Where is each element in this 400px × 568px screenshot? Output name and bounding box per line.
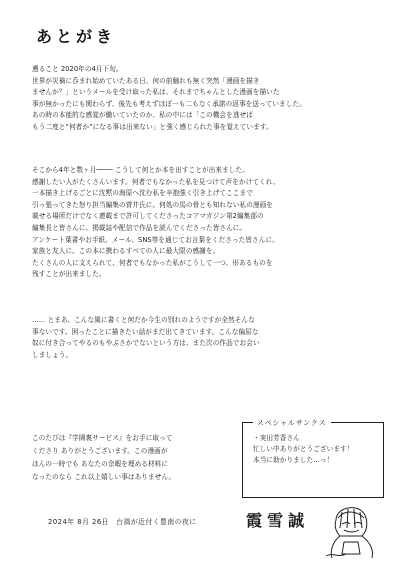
text-line: ほんの一時でも あなたの余暇を埋める材料に bbox=[32, 460, 169, 468]
author-signature: 霞雪誠 bbox=[246, 511, 310, 530]
text-line: くださり ありがとうございます。この漫画が bbox=[32, 447, 168, 455]
text-line: しましょう。 bbox=[32, 350, 73, 359]
text-line: 奴に付き合ってやるのもやぶさかでないという方は、また次の作品でお会い bbox=[32, 339, 260, 348]
text-line: 忙しい中ありがとうございます！ bbox=[253, 445, 354, 453]
text-line: 引っ張ってきた怒り担当編集の菅井氏に。何処の馬の骨とも知れない私の漫画を bbox=[32, 200, 273, 209]
author-doodle-icon bbox=[322, 498, 380, 560]
paragraph-closing bbox=[32, 315, 372, 361]
text-line: あの時の本能的な感覚が働いていたのか、私の中には「この機会を逃せば bbox=[32, 111, 253, 120]
page-title: あとがき bbox=[36, 27, 117, 46]
paragraph-intro bbox=[32, 64, 372, 134]
special-thanks-body bbox=[253, 433, 379, 466]
text-line: もう二度と“何者か”になる事は出来ない」と強く感じられた事を覚えています。 bbox=[32, 122, 273, 131]
text-line: 載せる場所だけでなく連載まで許可してくださったコアマガジン第2編集部の bbox=[32, 212, 264, 221]
text-line: 事が無かったにも関わらず、後先も考えずほぼ一も二もなく承諾の返事を送っていました。 bbox=[32, 99, 306, 108]
text-line: 感謝したい人がたくさんいます。何者でもなかった私を見つけて声をかけてくれ、 bbox=[32, 177, 280, 186]
text-line: 編集長と皆さんに。掲載誌や配信で作品を読んでくださった皆さんに。 bbox=[32, 223, 247, 232]
reader-thanks bbox=[32, 432, 232, 484]
text-line: ませんか？」というメールを受け取った私は、それまでちゃんとした漫画を描いた bbox=[32, 88, 280, 97]
text-line: 家族と友人に。この本に携わるすべての人に最大限の感謝を。 bbox=[32, 247, 220, 256]
text-line: 遡ること 2020年の4月下旬。 bbox=[32, 65, 123, 73]
text-line: 世界が災禍に呑まれ始めていたある日、何の前触れも無く突然「漫画を描き bbox=[32, 76, 260, 85]
special-thanks-name: ・実田芳香さん bbox=[253, 434, 300, 442]
text-line: …… とまあ、こんな風に書くと何だか今生の別れのようですが全然そんな bbox=[32, 316, 255, 324]
text-line: 残すことが出来ました。 bbox=[32, 270, 106, 279]
text-line: 一本描き上げるごとに沈黙の海原へ沈む私を辛抱強く引き上げてここまで bbox=[32, 189, 253, 198]
paragraph-gratitude bbox=[32, 165, 372, 281]
text-line: たくさんの人に支えられて、何者でもなかった私がこうして一つ、形あるものを bbox=[32, 258, 273, 267]
text-line: このたびは『学園裏サービス』をお手に取って bbox=[32, 434, 173, 442]
text-line: なったのなら これ以上嬉しい事はありません。 bbox=[32, 473, 176, 481]
special-thanks-title: スペシャルサンクス bbox=[253, 417, 331, 427]
text-line: アンケート葉書やお手紙、メール、SNS等を通じてお言葉をくださった皆さんに。 bbox=[32, 235, 279, 244]
text-line: そこから4年と数ヶ月──── こうして何とか本を出すことが出来ました。 bbox=[32, 166, 249, 174]
text-line: 事ないです。困ったことに描きたい話がまだ出てきています。こんな偏屈な bbox=[32, 327, 259, 336]
text-line: 本当に助かりました…っ！ bbox=[253, 456, 334, 464]
footer-date: 2024年 8月 26日 台風が近付く豊南の夜に bbox=[48, 518, 197, 526]
special-thanks-box bbox=[242, 419, 384, 498]
